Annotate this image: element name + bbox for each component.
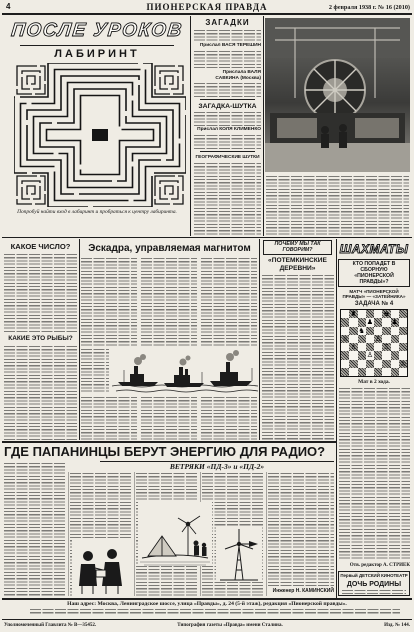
column-rule	[259, 239, 260, 440]
imprint-printer: Типография газеты «Правда» имени Сталина.	[177, 623, 283, 628]
board-square	[349, 368, 357, 376]
board-square	[366, 343, 374, 351]
column-rule	[190, 16, 191, 236]
board-square	[374, 368, 382, 376]
board-square	[349, 318, 357, 326]
board-square	[391, 351, 399, 359]
chess-piece: ♙	[366, 351, 374, 360]
board-square	[382, 335, 390, 343]
board-square	[382, 368, 390, 376]
masthead: ПИОНЕРСКАЯ ПРАВДА	[146, 2, 268, 12]
board-square	[391, 335, 399, 343]
maze-corner-loop	[27, 186, 35, 194]
cinema-schedule	[342, 590, 406, 594]
board-square	[391, 327, 399, 335]
maze-corner-loop	[22, 71, 40, 89]
board-square	[391, 368, 399, 376]
papanin-headline: ГДЕ ПАПАНИНЦЫ БЕРУТ ЭНЕРГИЮ ДЛЯ РАДИО?	[4, 444, 326, 459]
papanin-byline: Инженер Н. КАМИНСКИЙ	[272, 588, 334, 594]
board-square	[341, 310, 349, 318]
text-column	[4, 346, 77, 440]
text-column	[194, 51, 261, 69]
text-column	[194, 112, 261, 126]
riddle-credit: Прислал ВАСЯ ТЕРЕШИН	[199, 43, 261, 48]
chess-task: Мат в 2 хода.	[358, 379, 390, 385]
text-column	[194, 135, 261, 149]
maze-title: ЛАБИРИНТ	[54, 48, 140, 60]
board-square	[382, 360, 390, 368]
riddles-title: ЗАГАДКИ	[205, 18, 250, 27]
board-square	[358, 351, 366, 359]
riddle-joke-title: ЗАГАДКА-ШУТКА	[198, 103, 257, 110]
riddle-credit: Прислал КОЛЯ КЛИМЕНКО	[197, 127, 261, 132]
board-square	[399, 343, 407, 351]
page-number: 4	[6, 2, 11, 11]
photo-caption	[266, 176, 409, 235]
board-square	[374, 351, 382, 359]
chessboard	[340, 309, 408, 377]
maze-caption: Попробуй найти вход в лабиринт и пробраться к центру лабиринта.	[17, 209, 177, 215]
board-square	[349, 360, 357, 368]
windmill-illustration	[216, 526, 262, 582]
board-square	[382, 327, 390, 335]
chess-problem-number: ЗАДАЧА № 4	[354, 301, 394, 307]
title-underline	[20, 45, 174, 46]
column-rule	[336, 239, 337, 598]
column-rule	[68, 472, 69, 596]
riddle-credit: Прислала ВАЛЯ САВКИНА (Москва)	[215, 70, 261, 81]
issue-date: 2 февраля 1938 г. № 16 (2010)	[328, 4, 410, 11]
board-square	[399, 351, 407, 359]
squadron-headline: Эскадра, управляемая магнитом	[88, 243, 251, 254]
editorial-address: Наш адрес: Москва, Ленинградское шоссе, улица «Правды», д. 24 (5-й этаж), редакция «Пионерской правды».	[67, 601, 347, 607]
maze-center	[92, 129, 108, 141]
text-column	[194, 163, 261, 235]
text-column	[201, 397, 257, 440]
ships-illustration	[112, 348, 258, 395]
board-square	[349, 351, 357, 359]
footer-rule	[2, 619, 412, 620]
text-column	[81, 397, 137, 440]
imprint-number: Изд. № 144.	[384, 623, 410, 628]
board-square	[366, 327, 374, 335]
text-column	[201, 258, 257, 346]
chess-piece: ♖	[383, 343, 390, 351]
chess-piece: ♟	[391, 318, 398, 327]
board-square	[399, 327, 407, 335]
board-square	[374, 343, 382, 351]
maze-corner-loop	[165, 76, 173, 84]
text-column	[141, 258, 197, 346]
board-square	[382, 351, 390, 359]
board-square	[382, 318, 390, 326]
idioms-kicker: ПОЧЕМУ МЫ ТАК ГОВОРИМ?	[274, 241, 321, 254]
text-column	[141, 397, 197, 440]
chess-piece: ♟	[366, 318, 374, 327]
board-square	[399, 310, 407, 318]
section-rule	[2, 237, 412, 238]
papanin-subhead: ВЕТРЯКИ «ПД-3» и «ПД-2»	[169, 462, 265, 471]
maze-corner-loop	[160, 71, 178, 89]
board-square	[399, 335, 407, 343]
maze-corner-loop	[22, 181, 40, 199]
chess-contest-title: КТО ПОПАДЕТ В СБОРНУЮ «ПИОНЕРСКОЙ ПРАВДЫ»?	[352, 261, 396, 285]
chess-piece: ♔	[399, 359, 407, 368]
board-square	[366, 310, 374, 318]
phone-numbers	[30, 609, 400, 615]
column-rule	[266, 472, 267, 596]
column-rule	[79, 239, 80, 440]
board-square	[366, 368, 374, 376]
chess-piece: ♕	[341, 334, 349, 343]
column-rule	[263, 16, 264, 236]
chess-title: ШАХМАТЫ	[339, 242, 409, 256]
text-column	[4, 254, 77, 332]
fish-puzzle-title: КАКИЕ ЭТО РЫБЫ?	[8, 335, 73, 342]
board-square	[366, 335, 374, 343]
board-square	[366, 360, 374, 368]
chess-piece: ♙	[374, 334, 382, 343]
text-column	[262, 275, 334, 440]
text-column	[81, 258, 137, 346]
board-square	[391, 360, 399, 368]
board-square	[358, 360, 366, 368]
divider	[200, 151, 255, 152]
maze-corner-loop	[160, 181, 178, 199]
board-square	[358, 318, 366, 326]
idioms-title: «ПОТЕМКИНСКИЕ ДЕРЕВНИ»	[268, 257, 327, 272]
cinema-film: ДОЧЬ РОДИНЫ	[346, 581, 402, 588]
divider	[200, 99, 255, 100]
board-square	[358, 335, 366, 343]
maze-corner-loop	[155, 66, 183, 94]
cinema-name: Первый ДЕТСКИЙ КИНОТЕАТР	[340, 573, 408, 578]
header-rule	[2, 13, 412, 15]
board-square	[399, 318, 407, 326]
factory-photo	[265, 18, 410, 172]
section-rule	[2, 441, 336, 443]
polar-camp-illustration	[138, 502, 212, 566]
board-square	[349, 335, 357, 343]
imprint-censor: Уполномоченный Главлита № В—35452.	[4, 623, 97, 628]
maze-corner-loop	[165, 186, 173, 194]
board-square	[391, 310, 399, 318]
maze-corner-loop	[17, 66, 45, 94]
board-square	[349, 327, 357, 335]
text-column	[194, 30, 261, 42]
board-square	[358, 343, 366, 351]
board-square	[374, 318, 382, 326]
board-square	[341, 343, 349, 351]
maze-corner-loop	[155, 176, 183, 204]
text-column	[268, 473, 334, 586]
section-title-after-school: ПОСЛЕ УРОКОВ	[10, 20, 184, 41]
board-square	[391, 343, 399, 351]
geography-jokes-title: ГЕОГРАФИЧЕСКИЕ ШУТКИ	[195, 155, 260, 160]
editor-line: Отв. редактор А. СТРИЕК	[349, 563, 410, 568]
board-square	[341, 360, 349, 368]
chess-match-title: МАТЧ «ПИОНЕРСКОЙ ПРАВДЫ» — «ЗАТЕЙНИКА»	[342, 289, 406, 300]
maze-corner-loop	[27, 76, 35, 84]
board-square	[374, 327, 382, 335]
board-square	[341, 351, 349, 359]
board-square	[358, 310, 366, 318]
board-square	[341, 318, 349, 326]
number-puzzle-title: КАКОЕ ЧИСЛО?	[10, 242, 71, 251]
board-square	[341, 368, 349, 376]
board-square	[358, 368, 366, 376]
text-column	[194, 83, 261, 97]
chess-piece: ♞	[358, 326, 365, 335]
text-column	[339, 388, 410, 560]
board-square	[399, 368, 407, 376]
board-square	[374, 310, 382, 318]
chess-piece: ♜	[350, 310, 357, 318]
maze-corner-loop	[17, 176, 45, 204]
column-rule	[134, 472, 135, 596]
pioneers-illustration	[72, 540, 132, 596]
text-column	[4, 463, 66, 596]
maze-illustration	[14, 63, 186, 207]
text-column	[81, 349, 109, 394]
chess-piece: ♗	[350, 343, 357, 351]
footer-rule	[2, 598, 412, 600]
chess-piece: ♚	[383, 310, 390, 318]
board-square	[341, 327, 349, 335]
board-square	[374, 360, 382, 368]
